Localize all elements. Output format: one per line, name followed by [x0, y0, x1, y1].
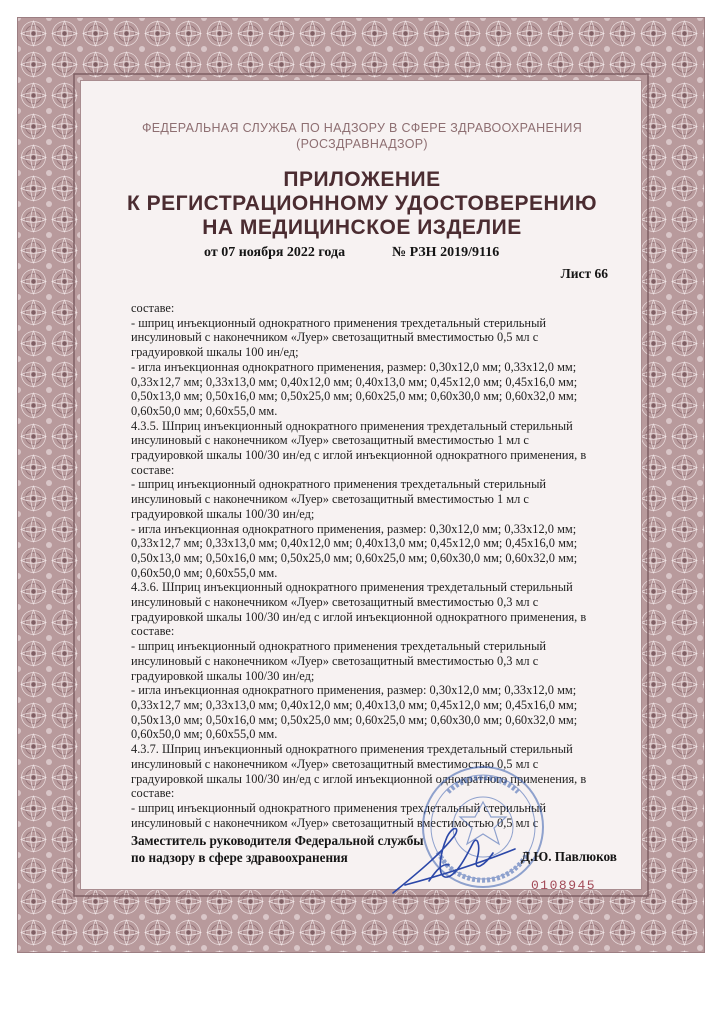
body-line: составе: — [131, 786, 175, 801]
body-line: 0,33х12,7 мм; 0,33х13,0 мм; 0,40х12,0 мм; 0,40х13,0 мм; 0,45х12,0 мм; 0,45х16,0 мм; — [131, 374, 578, 389]
body-line: инсулиновый с наконечником «Луер» светозащитный вместимостью 0,3 мл с — [131, 595, 539, 610]
body-line: составе: — [131, 624, 175, 639]
body-line: 0,50х13,0 мм; 0,50х16,0 мм; 0,50х25,0 мм; 0,60х25,0 мм; 0,60х30,0 мм; 0,60х32,0 мм; — [131, 712, 578, 727]
sheet-number: Лист 66 — [560, 266, 608, 281]
document-title-line-2: К РЕГИСТРАЦИОННОМУ УДОСТОВЕРЕНИЮ — [127, 192, 597, 215]
body-line: инсулиновый с наконечником «Луер» светозащитный вместимостью 1 мл с — [131, 433, 529, 448]
body-line: 0,50х13,0 мм; 0,50х16,0 мм; 0,50х25,0 мм; 0,60х25,0 мм; 0,60х30,0 мм; 0,60х32,0 мм; — [131, 389, 578, 404]
agency-name: ФЕДЕРАЛЬНАЯ СЛУЖБА ПО НАДЗОРУ В СФЕРЕ ЗДРАВООХРАНЕНИЯ — [141, 121, 583, 135]
document-body — [131, 301, 601, 830]
signatory-name: Д.Ю. Павлюков — [521, 849, 617, 864]
body-line: - шприц инъекционный однократного применения трехдетальный стерильный — [131, 477, 547, 492]
agency-abbreviation: (РОСЗДРАВНАДЗОР) — [296, 137, 428, 151]
form-serial-number: 0108945 — [531, 878, 597, 893]
body-line: 4.3.6. Шприц инъекционный однократного применения трехдетальный стерильный — [131, 580, 573, 595]
body-line: градуировкой шкалы 100/30 ин/ед с иглой инъекционной однократного применения, в — [131, 771, 587, 786]
body-line: градуировкой шкалы 100/30 ин/ед; — [131, 506, 315, 521]
body-line: - шприц инъекционный однократного применения трехдетальный стерильный — [131, 315, 547, 330]
body-line: инсулиновый с наконечником «Луер» светозащитный вместимостью 0,5 мл с — [131, 330, 539, 345]
document-title-line-1: ПРИЛОЖЕНИЕ — [283, 168, 441, 191]
body-line: 0,60х50,0 мм; 0,60х55,0 мм. — [131, 403, 278, 418]
body-line: составе: — [131, 462, 175, 477]
signatory-position-line-2: по надзору в сфере здравоохранения — [131, 850, 348, 865]
body-line: инсулиновый с наконечником «Луер» светозащитный вместимостью 0,5 мл с — [131, 756, 539, 771]
body-line: 0,60х50,0 мм; 0,60х55,0 мм. — [131, 565, 278, 580]
body-line: - игла инъекционная однократного применения, размер: 0,30х12,0 мм; 0,33х12,0 мм; — [131, 359, 577, 374]
body-line: - игла инъекционная однократного применения, размер: 0,30х12,0 мм; 0,33х12,0 мм; — [131, 683, 577, 698]
body-line: инсулиновый с наконечником «Луер» светозащитный вместимостью 0,5 мл с — [131, 815, 539, 830]
body-line: градуировкой шкалы 100/30 ин/ед с иглой инъекционной однократного применения, в — [131, 448, 587, 463]
document-title-line-3: НА МЕДИЦИНСКОЕ ИЗДЕЛИЕ — [202, 216, 522, 239]
body-line: - шприц инъекционный однократного применения трехдетальный стерильный — [131, 800, 547, 815]
body-line: инсулиновый с наконечником «Луер» светозащитный вместимостью 0,3 мл с — [131, 653, 539, 668]
body-line: градуировкой шкалы 100/30 ин/ед с иглой инъекционной однократного применения, в — [131, 609, 587, 624]
body-line: - шприц инъекционный однократного применения трехдетальный стерильный — [131, 639, 547, 654]
body-line: градуировкой шкалы 100/30 ин/ед; — [131, 668, 315, 683]
body-line: инсулиновый с наконечником «Луер» светозащитный вместимостью 1 мл с — [131, 492, 529, 507]
body-line: 0,33х12,7 мм; 0,33х13,0 мм; 0,40х12,0 мм; 0,40х13,0 мм; 0,45х12,0 мм; 0,45х16,0 мм; — [131, 536, 578, 551]
signatory-position — [131, 832, 424, 866]
body-line: 4.3.5. Шприц инъекционный однократного применения трехдетальный стерильный — [131, 418, 573, 433]
body-line: составе: — [131, 301, 175, 315]
body-line: 0,60х50,0 мм; 0,60х55,0 мм. — [131, 727, 278, 742]
body-line: - игла инъекционная однократного применения, размер: 0,30х12,0 мм; 0,33х12,0 мм; — [131, 521, 577, 536]
signatory-position-line-1: Заместитель руководителя Федеральной службы — [131, 833, 424, 848]
registration-number: № РЗН 2019/9116 — [392, 245, 500, 260]
issue-date: от 07 ноября 2022 года — [204, 245, 346, 260]
body-line: градуировкой шкалы 100 ин/ед; — [131, 345, 299, 360]
body-line: 0,50х13,0 мм; 0,50х16,0 мм; 0,50х25,0 мм; 0,60х25,0 мм; 0,60х30,0 мм; 0,60х32,0 мм; — [131, 550, 578, 565]
body-line: 4.3.7. Шприц инъекционный однократного применения трехдетальный стерильный — [131, 742, 573, 757]
body-line: 0,33х12,7 мм; 0,33х13,0 мм; 0,40х12,0 мм; 0,40х13,0 мм; 0,45х12,0 мм; 0,45х16,0 мм; — [131, 697, 578, 712]
